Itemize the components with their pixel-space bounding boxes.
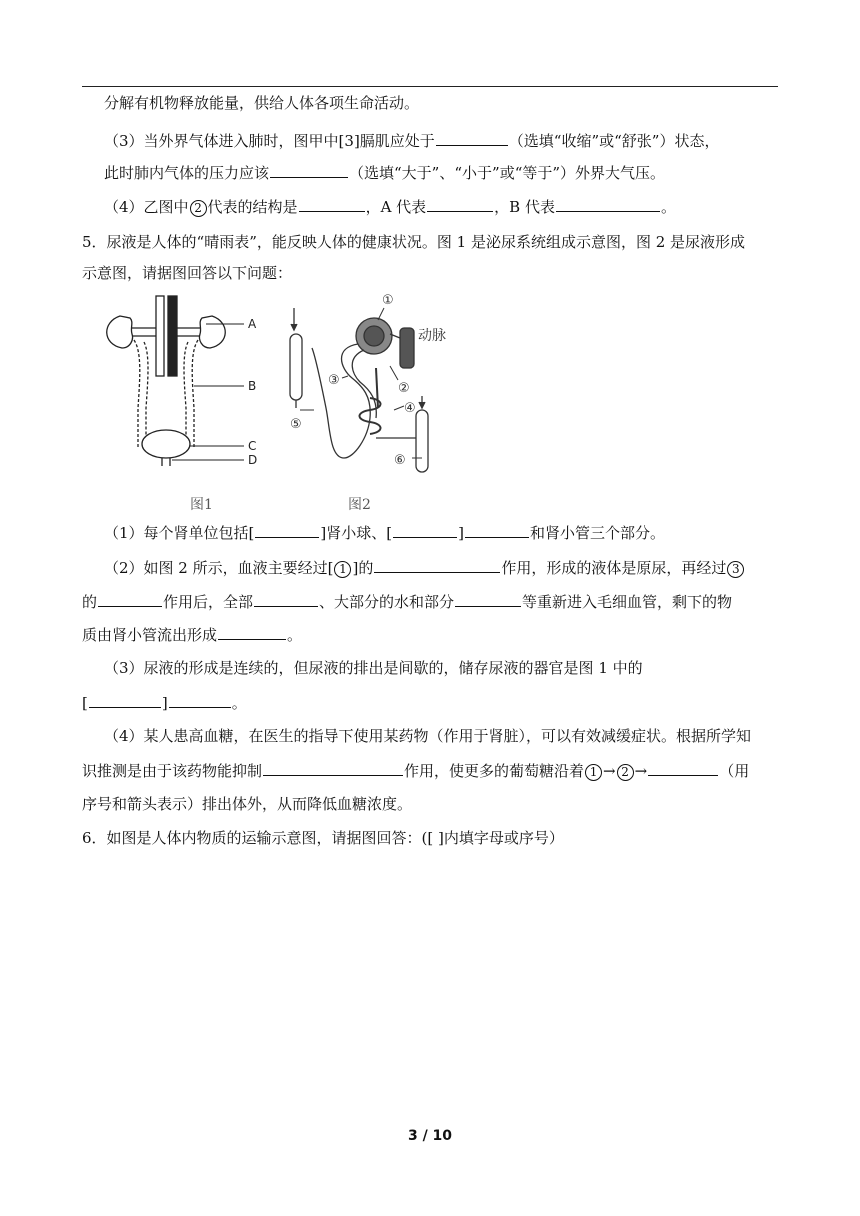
figure1-caption: 图1 (190, 497, 213, 513)
q5-part4-line2: 识推测是由于该药物能抑制 作用，使更多的葡萄糖沿着 1 → 2 → （用 (82, 762, 750, 780)
answer-blank[interactable] (254, 591, 318, 607)
fig1-label-a: A (248, 317, 257, 331)
q5-part3-line2: [ ] 。 (82, 694, 247, 712)
q4-part4-line: （4）乙图中 2 代表的结构是 ，A 代表 ，B 代表 。 (104, 198, 676, 216)
answer-blank[interactable] (393, 522, 457, 538)
figure1-urinary-system (107, 296, 244, 466)
fig2-label-4: ④ (404, 401, 416, 416)
figure2-caption: 图2 (348, 497, 371, 513)
circled-number: 1 (334, 561, 351, 578)
q6-stem: 6．如图是人体内物质的运输示意图，请据图回答：([ ]内填字母或序号） (82, 829, 564, 847)
answer-blank[interactable] (455, 591, 521, 607)
circled-number: 1 (585, 764, 602, 781)
fig2-label-3: ③ (328, 373, 340, 388)
page-number: 3 / 10 (407, 1128, 453, 1144)
q5-part1-line: （1）每个肾单位包括[ ]肾小球、[ ] 和肾小管三个部分。 (104, 524, 665, 542)
answer-blank[interactable] (427, 196, 493, 212)
q5-stem-line1: 5．尿液是人体的“晴雨表”，能反映人体的健康状况。图 1 是泌尿系统组成示意图，图 2 是尿液形成 (82, 233, 746, 251)
q4-text-line: 分解有机物释放能量，供给人体各项生命活动。 (104, 94, 420, 112)
q5-part2-line2: 的 作用后，全部 、大部分的水和部分 等重新进入毛细血管，剩下的物 (82, 593, 733, 611)
fig2-label-5: ⑤ (290, 417, 302, 432)
answer-blank[interactable] (556, 196, 660, 212)
header-rule (82, 86, 778, 87)
q5-part2-line3: 质由肾小管流出形成 。 (82, 626, 303, 644)
answer-blank[interactable] (255, 522, 319, 538)
q5-part3-line1: （3）尿液的形成是连续的，但尿液的排出是间歇的，储存尿液的器官是图 1 中的 (104, 659, 643, 677)
q5-part2-line1: （2）如图 2 所示，血液主要经过[ 1 ]的 作用，形成的液体是原尿，再经过 3 (104, 557, 745, 578)
answer-blank[interactable] (263, 760, 403, 776)
q5-stem-line2: 示意图，请据图回答以下问题： (82, 264, 293, 282)
q5-part4-line3: 序号和箭头表示）排出体外，从而降低血糖浓度。 (82, 795, 413, 813)
fig2-artery-label: 动脉 (418, 328, 446, 344)
fig1-label-c: C (248, 439, 257, 453)
answer-blank[interactable] (299, 196, 365, 212)
answer-blank[interactable] (218, 624, 286, 640)
fig1-label-b: B (248, 379, 257, 393)
answer-blank[interactable] (648, 760, 718, 776)
answer-blank[interactable] (465, 522, 529, 538)
circled-number: 2 (617, 764, 634, 781)
urinary-system-figure (94, 288, 474, 518)
answer-blank[interactable] (169, 692, 231, 708)
fig2-label-6: ⑥ (394, 453, 406, 468)
circled-number: 3 (727, 561, 744, 578)
fig2-label-1: ① (382, 293, 394, 308)
answer-blank[interactable] (89, 692, 161, 708)
q5-part4-line1: （4）某人患高血糖，在医生的指导下使用某药物（作用于肾脏），可以有效减缓症状。根据所学知 (104, 727, 752, 745)
circled-number: 2 (190, 200, 207, 217)
q4-part3-line2: 此时肺内气体的压力应该 （选填“大于”、“小于”或“等于”）外界大气压。 (104, 164, 666, 182)
answer-blank[interactable] (374, 557, 500, 573)
answer-blank[interactable] (98, 591, 162, 607)
fig2-label-2: ② (398, 381, 410, 396)
q4-part3-line1: （3）当外界气体进入肺时，图甲中[3]膈肌应处于 （选填“收缩”或“舒张”）状态， (104, 132, 720, 150)
answer-blank[interactable] (270, 162, 348, 178)
fig1-label-d: D (248, 453, 258, 467)
answer-blank[interactable] (436, 130, 508, 146)
